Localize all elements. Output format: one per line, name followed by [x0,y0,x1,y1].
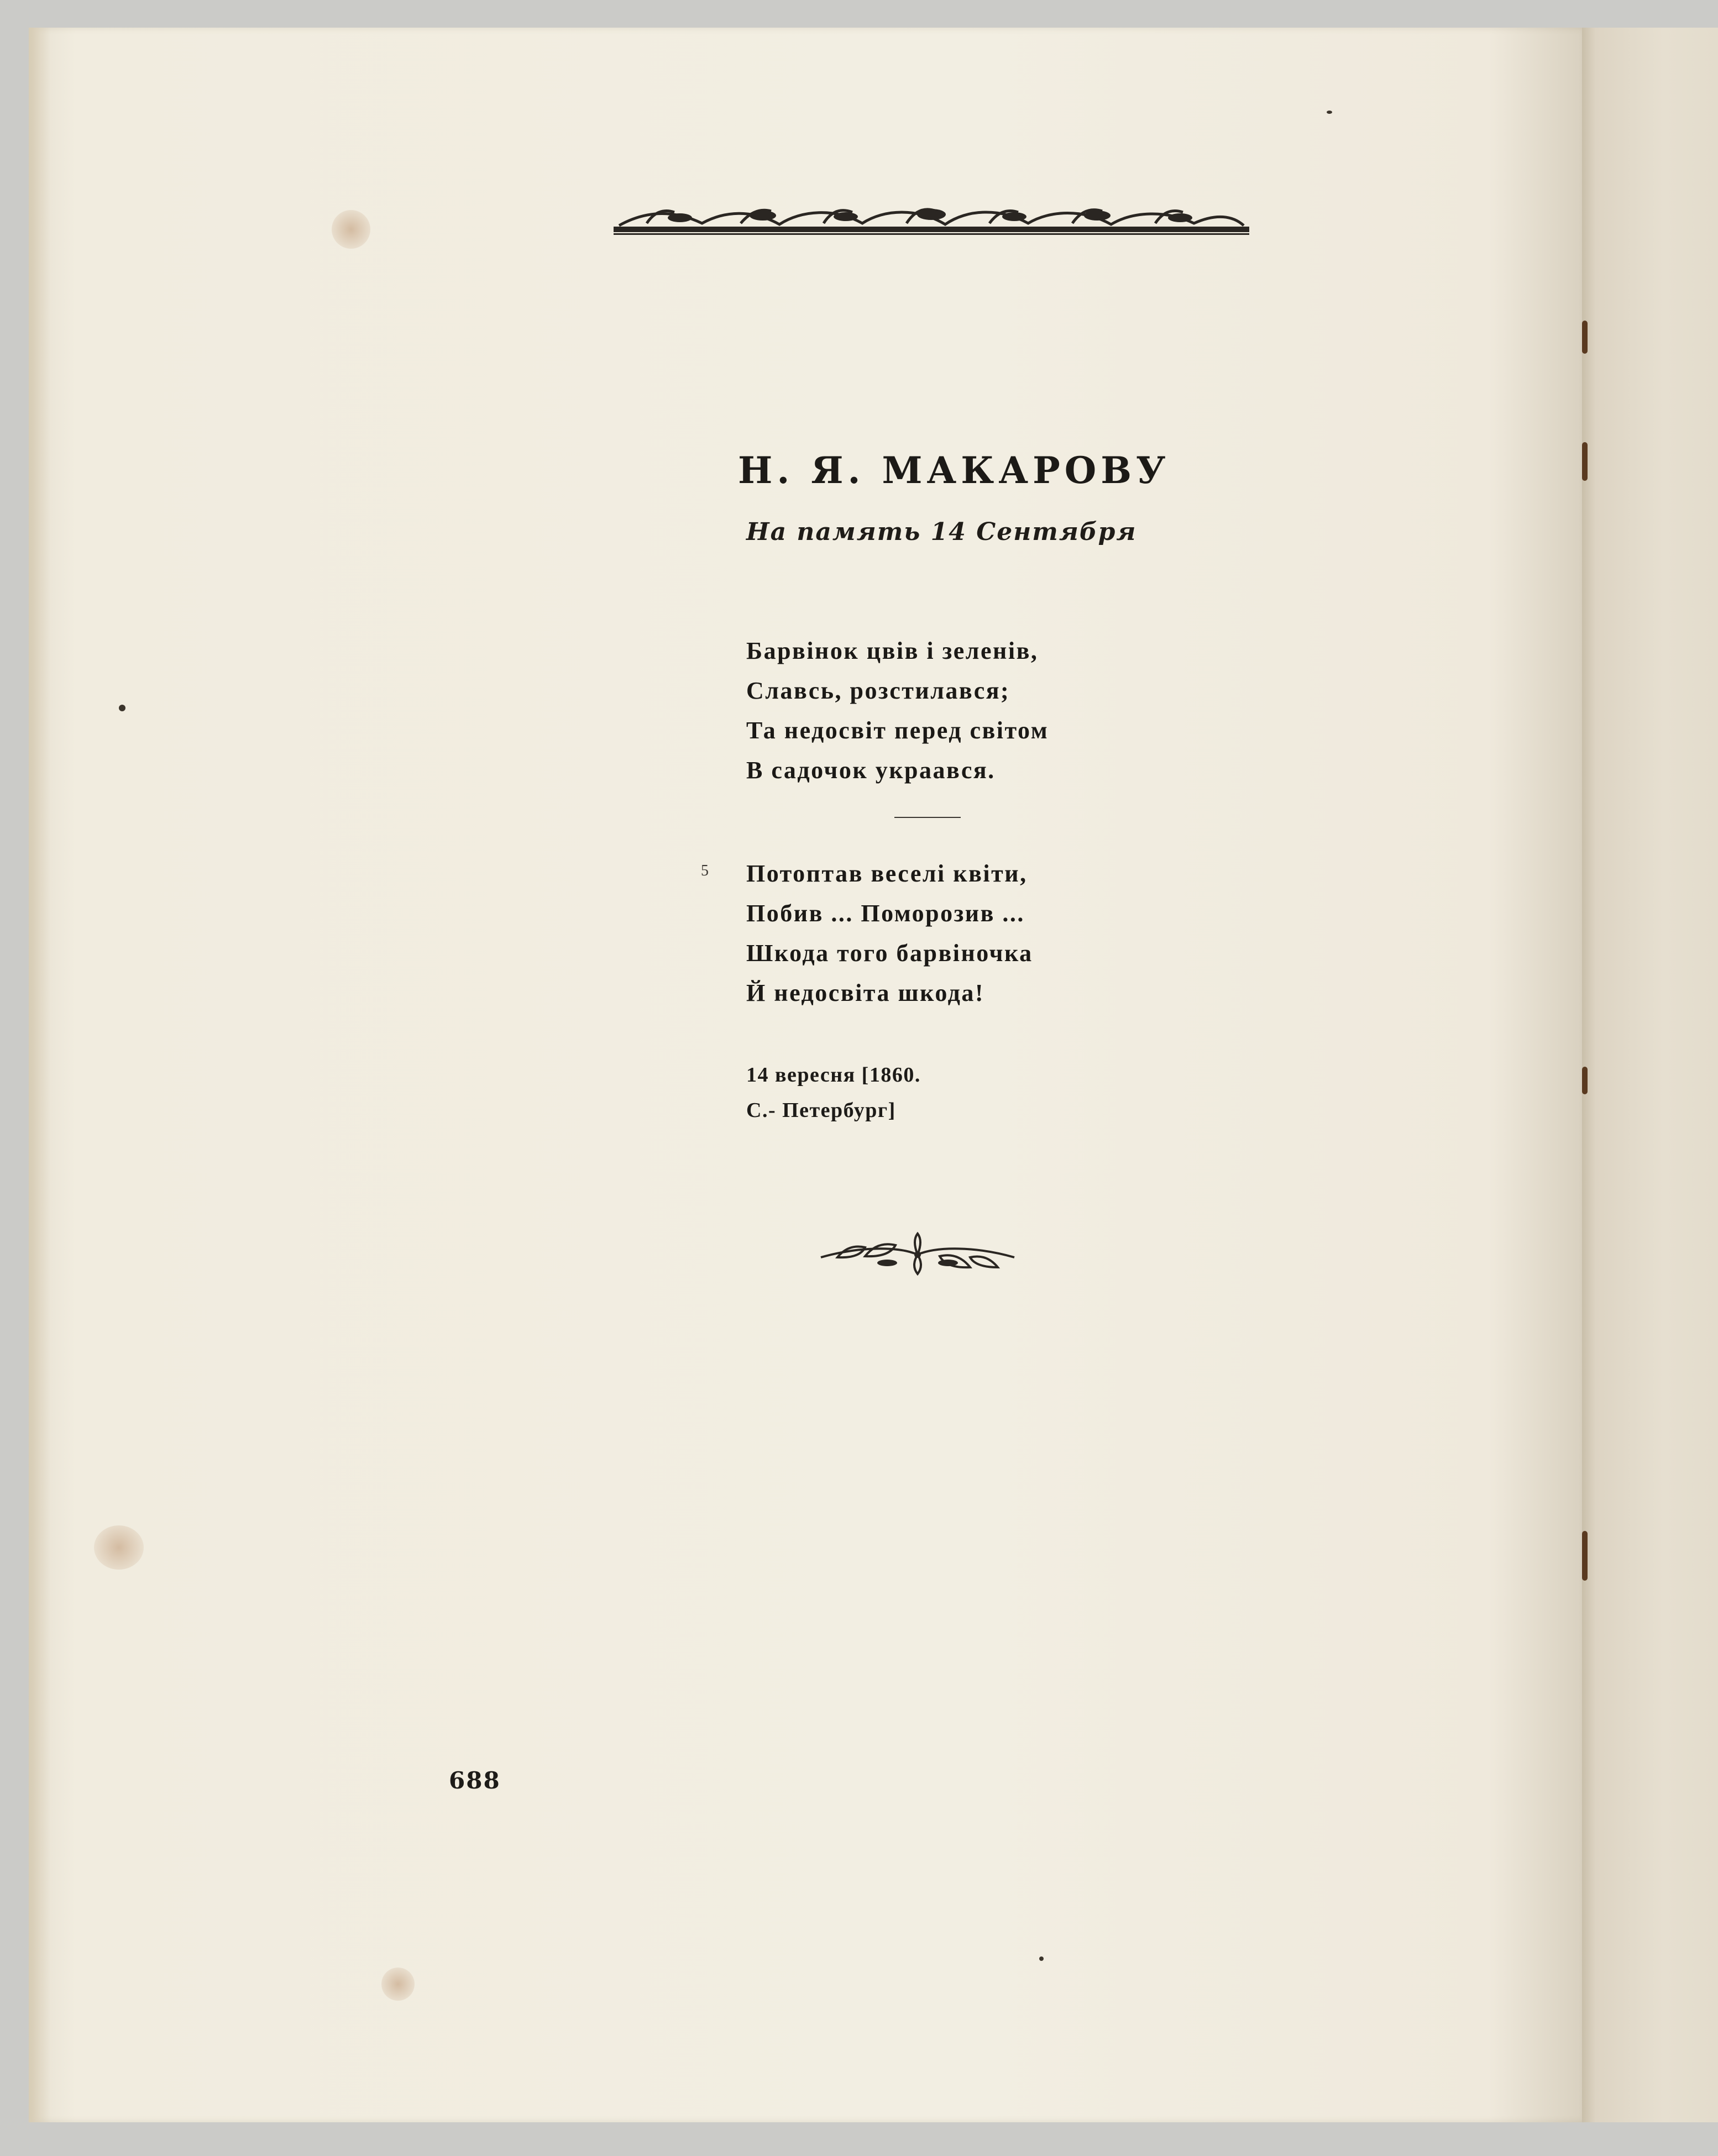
page-number: 688 [449,1767,501,1794]
stanza-1 [746,631,1049,790]
line-number-marker: 5 [701,862,709,879]
foxing-spot [381,1968,415,2001]
foxing-spot [94,1525,144,1570]
foxing-spot [332,210,370,249]
verse-line: Шкода того барвіночка [746,940,1033,967]
top-ornament [614,199,1249,243]
verse-line: Та недосвіт перед світом [746,717,1049,744]
poem-title: Н. Я. МАКАРОВУ [738,449,1170,492]
stanza-2 [746,854,1033,1013]
verse-line: Барвінок цвів і зеленів, [746,637,1039,664]
ink-speck [1327,111,1332,114]
binding-mark [1582,1531,1588,1581]
verse-line: Й недосвіта шкода! [746,979,985,1006]
poem-subtitle: На память 14 Сентября [746,518,1137,546]
binding-mark [1582,321,1588,354]
binding-mark [1582,1067,1588,1094]
binding-mark [1582,442,1588,481]
ink-speck [119,705,125,711]
verse-line: В садочок украався. [746,757,996,784]
stanza-divider [894,817,961,818]
adjacent-page-edge [1582,28,1718,2122]
verse-line: Потоптав веселі квіти, [746,860,1028,887]
dateline [746,1057,921,1128]
bottom-ornament [815,1230,1020,1279]
verse-line: Побив ... Поморозив ... [746,900,1025,927]
verse-line: Славсь, розстилався; [746,677,1010,704]
place-text: С.- Петербург] [746,1099,896,1122]
ink-speck [1039,1956,1044,1961]
date-text: 14 вересня [1860. [746,1063,921,1087]
